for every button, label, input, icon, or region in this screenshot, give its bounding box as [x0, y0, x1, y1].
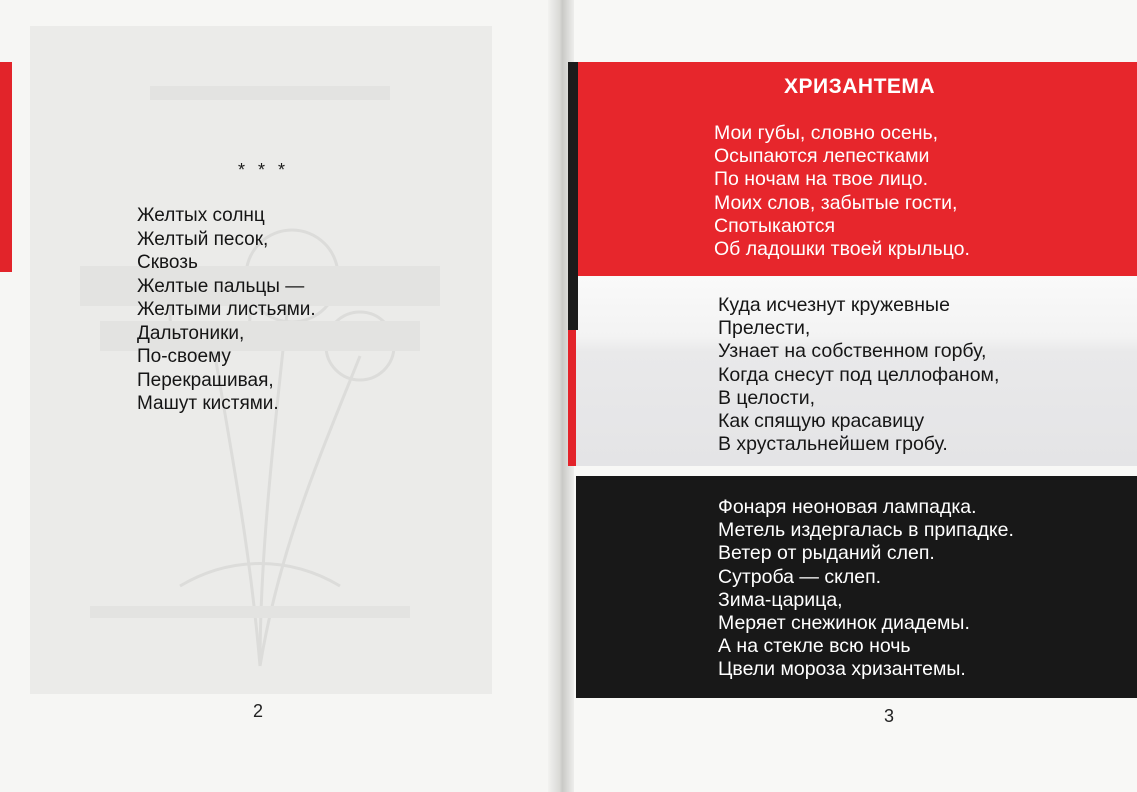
poem-line: А на стекле всю ночь: [718, 635, 911, 658]
poem-line: Желтых солнц: [137, 205, 265, 226]
poem-line: По ночам на твое лицо.: [714, 168, 928, 191]
poem-line: Спотыкаются: [714, 214, 836, 237]
red-edge-strip-right: [568, 330, 576, 466]
left-page: [0, 0, 560, 792]
left-poem: [137, 204, 316, 416]
poem-line: Об ладошки твоей крыльцо.: [714, 238, 970, 261]
poem-line: Зима-царица,: [718, 588, 843, 611]
poem-line: В хрустальнейшем гробу.: [718, 433, 948, 456]
poem-line: Сутроба — склеп.: [718, 565, 882, 588]
poem-line: Ветер от рыданий слеп.: [718, 542, 935, 565]
poem-line: Узнает на собственном горбу,: [718, 340, 987, 363]
black-edge-strip: [568, 62, 578, 330]
poem-line: Когда снесут под целлофаном,: [718, 363, 1000, 386]
poem-line: По-своему: [137, 346, 231, 367]
poem-line: Осыпаются лепестками: [714, 145, 930, 168]
stanza-3: [718, 496, 1014, 682]
poem-line: Желтые пальцы —: [137, 275, 305, 297]
poem-line: Прелести,: [718, 317, 811, 340]
page-number-left: 2: [253, 701, 264, 721]
red-edge-strip: [0, 62, 12, 272]
stanza-1: [714, 122, 970, 261]
poem-line: Метель издергалась в припадке.: [718, 519, 1014, 542]
poem-line: Куда исчезнут кружевные: [718, 294, 950, 316]
poem-line: Моих слов, забытые гости,: [714, 191, 958, 214]
poem-title: ХРИЗАНТЕМА: [784, 75, 936, 98]
poem-line: Дальтоники,: [137, 322, 245, 344]
poem-line: Как спящую красавицу: [718, 410, 925, 433]
page-number-right: 3: [884, 706, 895, 726]
poem-line: Сквозь: [137, 252, 198, 273]
poem-line: Перекрашивая,: [137, 369, 274, 391]
section-divider-stars: * * *: [238, 160, 290, 180]
poem-line: Мои губы, словно осень,: [714, 122, 939, 144]
poem-line: Машут кистями.: [137, 393, 279, 414]
poem-line: Фонаря неоновая лампадка.: [718, 496, 977, 518]
poem-line: Меряет снежинок диадемы.: [718, 612, 970, 635]
poem-line: В целости,: [718, 386, 816, 409]
poem-line: Желтый песок,: [137, 228, 269, 250]
stanza-2: [718, 294, 999, 456]
poem-line: Цвели мороза хризантемы.: [718, 658, 966, 681]
poem-line: Желтыми листьями.: [137, 299, 316, 320]
